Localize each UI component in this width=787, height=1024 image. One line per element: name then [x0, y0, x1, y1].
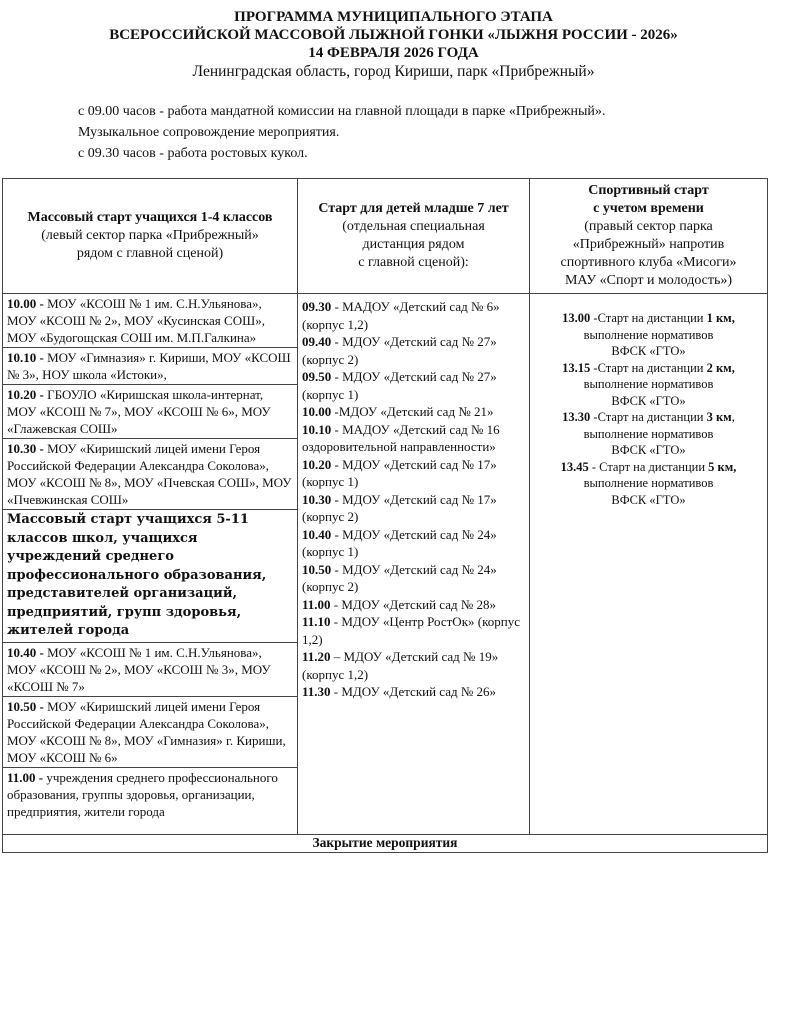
item-line	[534, 409, 763, 426]
kids-schedule-item	[302, 648, 526, 683]
row-time: 10.20 -	[7, 387, 44, 402]
schedule-row	[3, 768, 297, 834]
item-distance: 2 км,	[706, 360, 735, 375]
item-text: - МДОУ «Детский сад № 28»	[330, 596, 497, 612]
location: Ленинградская область, город Кириши, парк «Прибрежный»	[192, 63, 595, 80]
kids-schedule-item	[302, 561, 526, 596]
row-text: учреждения среднего профессионального образования, группы здоровья, организации, предприятия, жители города	[7, 769, 278, 819]
row-text: МОУ «Киришский лицей имени Героя Российской Федерации Александра Соколова», МОУ «КСОШ № 8», МОУ «Пчевская СОШ», МОУ «Пчевжинская СОШ»	[7, 441, 292, 507]
column-header-title: с учетом времени	[593, 201, 704, 216]
kids-schedule-item	[302, 613, 526, 648]
item-org: ВФСК «ГТО»	[611, 443, 686, 457]
row-text: ГБОУЛО «Киришская школа-интернат, МОУ «КСОШ № 7», МОУ «КСОШ № 6», МОУ «Глажевская СОШ»	[7, 387, 271, 436]
item-time: 10.20	[302, 456, 332, 472]
schedule-row	[3, 697, 297, 768]
column-header-note: (левый сектор парка «Прибрежный»	[41, 228, 259, 243]
column-header-title: Спортивный старт	[588, 183, 709, 198]
item-text: -Старт на дистанции	[590, 311, 707, 325]
item-text: - МДОУ «Детский сад № 27» (корпус 1)	[302, 369, 497, 402]
item-line	[534, 310, 763, 327]
kids-schedule-item	[302, 596, 526, 614]
item-time: 13.00	[562, 311, 591, 325]
row-time: 10.00 -	[7, 296, 44, 311]
item-text: - МАДОУ «Детский сад № 16 оздоровительной направленности»	[302, 421, 500, 454]
row-time: 10.40 -	[7, 644, 44, 660]
item-text: - МДОУ «Детский сад № 17» (корпус 2)	[302, 491, 497, 524]
schedule-row	[3, 385, 297, 439]
kids-schedule-item	[302, 421, 526, 456]
row-text: МОУ «КСОШ № 1 им. С.Н.Ульянова», МОУ «КСОШ № 2», МОУ «КСОШ № 3», МОУ «КСОШ № 7»	[7, 644, 271, 694]
row-text: МОУ «КСОШ № 1 им. С.Н.Ульянова», МОУ «КСОШ № 2», МОУ «Кусинская СОШ», МОУ «Будогощская СОШ им. М.П.Галкина»	[7, 296, 265, 345]
item-time: 11.30	[302, 684, 331, 699]
schedule-row	[3, 294, 297, 348]
kids-schedule-item	[302, 491, 526, 526]
item-text: - МДОУ «Детский сад № 27» (корпус 2)	[302, 334, 497, 367]
item-norm: выполнение нормативов	[583, 476, 714, 490]
kids-schedule-item	[302, 403, 526, 421]
row-time: 10.30 -	[7, 441, 44, 456]
section-heading: Массовый старт учащихся 5-11 классов школ, учащихся учреждений среднего профессионального образования, представителей организаций, предприятий, групп здоровья, жителей города	[3, 510, 297, 643]
title-line-1: ПРОГРАММА МУНИЦИПАЛЬНОГО ЭТАПА	[234, 9, 553, 25]
item-time: 09.40	[302, 334, 332, 349]
item-text: -Старт на дистанции	[590, 410, 707, 424]
intro-line: Музыкальное сопровождение мероприятия.	[78, 125, 340, 140]
item-line	[534, 360, 763, 377]
item-norm: выполнение нормативов	[583, 426, 714, 441]
sport-start-item	[534, 409, 763, 459]
item-time: 10.50	[302, 561, 332, 577]
middle-column	[298, 294, 530, 834]
item-time: 13.15	[562, 360, 591, 375]
kids-schedule-item	[302, 298, 526, 333]
column-header-note: (правый сектор парка	[584, 219, 713, 234]
title-line-2: ВСЕРОССИЙСКОЙ МАССОВОЙ ЛЫЖНОЙ ГОНКИ «ЛЫЖНЯ РОССИИ - 2026»	[109, 27, 678, 43]
left-column	[3, 294, 298, 834]
item-time: 10.00	[302, 404, 332, 419]
item-distance: 5 км,	[708, 459, 737, 474]
item-org: ВФСК «ГТО»	[611, 344, 686, 358]
item-text: – МДОУ «Детский сад № 19» (корпус 1,2)	[302, 649, 499, 682]
right-column	[530, 294, 767, 834]
schedule-row	[3, 439, 297, 510]
item-text: - Старт на дистанции	[588, 459, 709, 474]
item-text: - МДОУ «Детский сад № 24» (корпус 2)	[302, 561, 497, 594]
title-line-3: 14 ФЕВРАЛЯ 2026 ГОДА	[308, 45, 479, 61]
sport-start-item	[534, 459, 763, 509]
schedule-table	[2, 178, 768, 853]
row-time: 10.10 -	[7, 350, 44, 365]
column-header-note: МАУ «Спорт и молодость»)	[564, 273, 733, 288]
item-text: - МДОУ «Детский сад № 24» (корпус 1)	[302, 526, 497, 559]
kids-schedule-item	[302, 526, 526, 561]
column-header-note: спортивного клуба «Мисоги»	[560, 255, 737, 270]
item-time: 11.10	[302, 614, 331, 629]
column-header-note: «Прибрежный» напротив	[572, 237, 725, 252]
kids-schedule-item	[302, 333, 526, 368]
column-header-note: с главной сценой):	[358, 255, 469, 270]
closing-row: Закрытие мероприятия	[3, 834, 767, 852]
item-org: ВФСК «ГТО»	[611, 393, 686, 408]
column-header-title: Старт для детей младше 7 лет	[318, 201, 509, 216]
item-time: 13.45	[560, 459, 589, 474]
item-norm: выполнение нормативов	[583, 327, 714, 342]
item-distance: 3 км	[706, 410, 732, 424]
schedule-row	[3, 348, 297, 385]
item-text: - МАДОУ «Детский сад № 6» (корпус 1,2)	[302, 299, 500, 332]
column-header-note: (отдельная специальная	[342, 219, 485, 234]
column-header-note: рядом с главной сценой)	[76, 246, 224, 261]
item-time: 10.30	[302, 491, 332, 507]
item-distance: 1 км,	[706, 311, 735, 325]
item-text: - МДОУ «Детский сад № 26»	[330, 684, 497, 699]
sport-start-item	[534, 310, 763, 360]
row-time: 11.00 -	[7, 769, 44, 785]
item-text: -Старт на дистанции	[590, 360, 707, 375]
sport-start-item	[534, 360, 763, 410]
column-header-title: Массовый старт учащихся 1-4 классов	[27, 210, 273, 225]
item-time: 13.30	[562, 410, 591, 424]
item-text: - МДОУ «Центр РостОк» (корпус 1,2)	[302, 614, 520, 647]
item-norm: выполнение нормативов	[583, 377, 714, 391]
item-time: 11.20	[302, 649, 331, 664]
schedule-row	[3, 643, 297, 697]
row-text: МОУ «Гимназия» г. Кириши, МОУ «КСОШ № 3», НОУ школа «Истоки»,	[7, 350, 291, 382]
item-time: 11.00	[302, 596, 331, 612]
item-time: 10.40	[302, 526, 332, 542]
item-time: 10.10	[302, 421, 332, 437]
item-text: ,	[731, 410, 735, 424]
item-text: -МДОУ «Детский сад № 21»	[331, 404, 494, 419]
kids-schedule-item	[302, 368, 526, 403]
kids-schedule-item	[302, 456, 526, 491]
intro-line: с 09.00 часов - работа мандатной комиссии на главной площади в парке «Прибрежный».	[78, 104, 606, 119]
intro-line: с 09.30 часов - работа ростовых кукол.	[78, 146, 308, 161]
row-text: МОУ «Киришский лицей имени Героя Российской Федерации Александра Соколова», МОУ «КСОШ № 8», МОУ «Гимназия» г. Кириши, МОУ «КСОШ № 6»	[7, 698, 286, 765]
kids-schedule-item	[302, 683, 526, 701]
item-time: 09.30	[302, 299, 332, 314]
item-org: ВФСК «ГТО»	[611, 492, 686, 507]
column-header-kids-start	[298, 179, 530, 294]
row-time: 10.50 -	[7, 698, 44, 714]
column-header-mass-start-1-4	[3, 179, 298, 294]
item-line	[534, 459, 763, 476]
column-header-note: дистанция рядом	[362, 237, 465, 252]
item-time: 09.50	[302, 369, 332, 384]
column-header-sport-start	[530, 179, 767, 294]
item-text: - МДОУ «Детский сад № 17» (корпус 1)	[302, 456, 497, 489]
